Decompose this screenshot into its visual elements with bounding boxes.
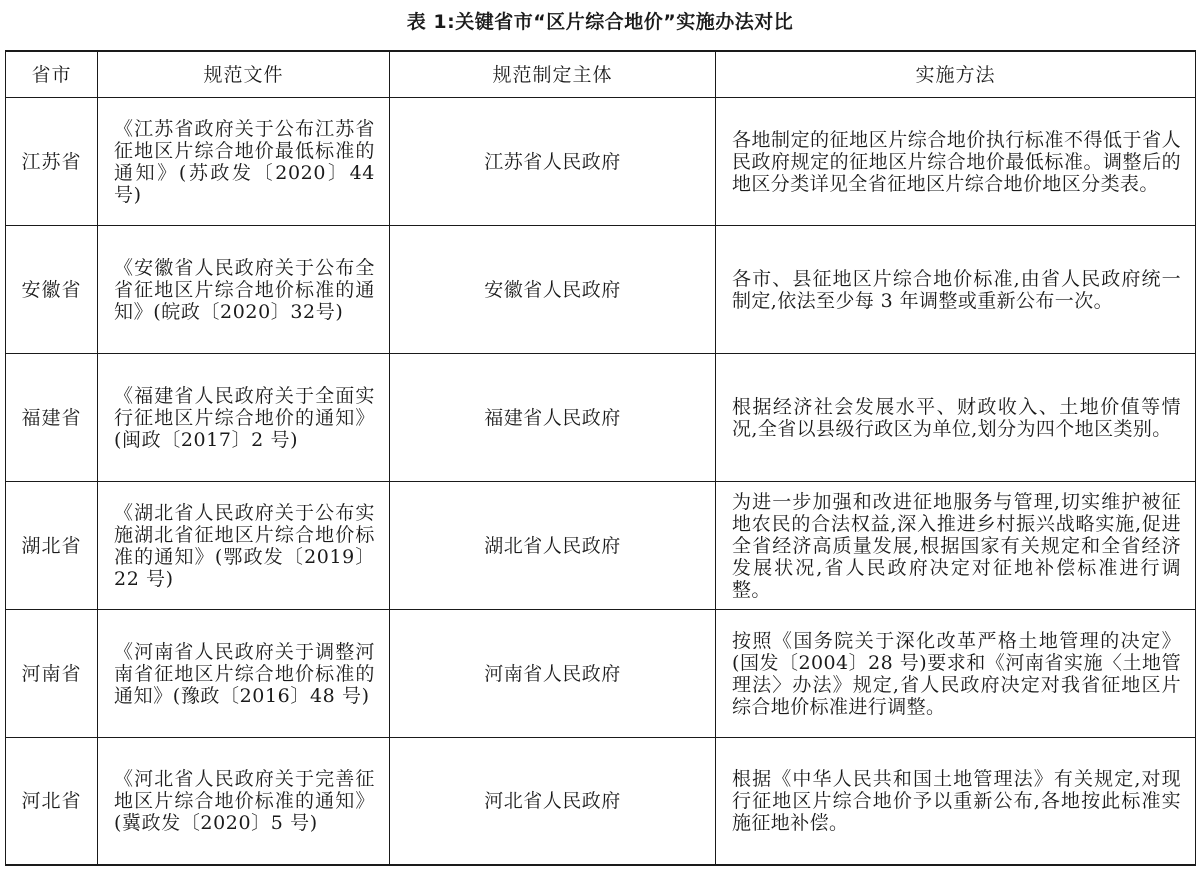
header-document: 规范文件 <box>98 51 390 98</box>
comparison-table <box>5 50 1196 866</box>
province-cell: 安徽省 <box>6 226 98 354</box>
method-cell: 根据经济社会发展水平、财政收入、土地价值等情况,全省以县级行政区为单位,划分为四个地区类别。 <box>716 354 1196 482</box>
table-row <box>6 354 1196 482</box>
document-cell: 《湖北省人民政府关于公布实施湖北省征地区片综合地价标准的通知》(鄂政发〔2019〕22 号) <box>98 482 390 610</box>
method-cell: 按照《国务院关于深化改革严格土地管理的决定》(国发〔2004〕28 号)要求和《河南省实施〈土地管理法〉办法》规定,省人民政府决定对我省征地区片综合地价标准进行调整。 <box>716 610 1196 738</box>
table-title: 表 1:关键省市“区片综合地价”实施办法对比 <box>406 11 794 33</box>
method-cell: 各市、县征地区片综合地价标准,由省人民政府统一制定,依法至少每 3 年调整或重新公布一次。 <box>716 226 1196 354</box>
authority-cell: 福建省人民政府 <box>390 354 716 482</box>
document-cell: 《江苏省政府关于公布江苏省征地区片综合地价最低标准的通知》(苏政发〔2020〕44 号) <box>98 98 390 226</box>
header-province: 省市 <box>6 51 98 98</box>
province-cell: 江苏省 <box>6 98 98 226</box>
method-cell: 各地制定的征地区片综合地价执行标准不得低于省人民政府规定的征地区片综合地价最低标准。调整后的地区分类详见全省征地区片综合地价地区分类表。 <box>716 98 1196 226</box>
document-cell: 《安徽省人民政府关于公布全省征地区片综合地价标准的通知》(皖政〔2020〕32号) <box>98 226 390 354</box>
method-cell: 为进一步加强和改进征地服务与管理,切实维护被征地农民的合法权益,深入推进乡村振兴战略实施,促进全省经济高质量发展,根据国家有关规定和全省经济发展状况,省人民政府决定对征地补偿标准进行调整。 <box>716 482 1196 610</box>
province-cell: 福建省 <box>6 354 98 482</box>
document-cell: 《福建省人民政府关于全面实行征地区片综合地价的通知》(闽政〔2017〕2 号) <box>98 354 390 482</box>
table-row <box>6 482 1196 610</box>
authority-cell: 江苏省人民政府 <box>390 98 716 226</box>
authority-cell: 安徽省人民政府 <box>390 226 716 354</box>
authority-cell: 河北省人民政府 <box>390 738 716 865</box>
table-row <box>6 98 1196 226</box>
province-cell: 河南省 <box>6 610 98 738</box>
header-authority: 规范制定主体 <box>390 51 716 98</box>
document-cell: 《河南省人民政府关于调整河南省征地区片综合地价标准的通知》(豫政〔2016〕48 号) <box>98 610 390 738</box>
header-row <box>6 51 1196 98</box>
method-cell: 根据《中华人民共和国土地管理法》有关规定,对现行征地区片综合地价予以重新公布,各地按此标准实施征地补偿。 <box>716 738 1196 865</box>
table-row <box>6 738 1196 865</box>
document-cell: 《河北省人民政府关于完善征地区片综合地价标准的通知》(冀政发〔2020〕5 号) <box>98 738 390 865</box>
province-cell: 河北省 <box>6 738 98 865</box>
table-row <box>6 226 1196 354</box>
province-cell: 湖北省 <box>6 482 98 610</box>
authority-cell: 湖北省人民政府 <box>390 482 716 610</box>
header-method: 实施方法 <box>716 51 1196 98</box>
authority-cell: 河南省人民政府 <box>390 610 716 738</box>
table-row <box>6 610 1196 738</box>
